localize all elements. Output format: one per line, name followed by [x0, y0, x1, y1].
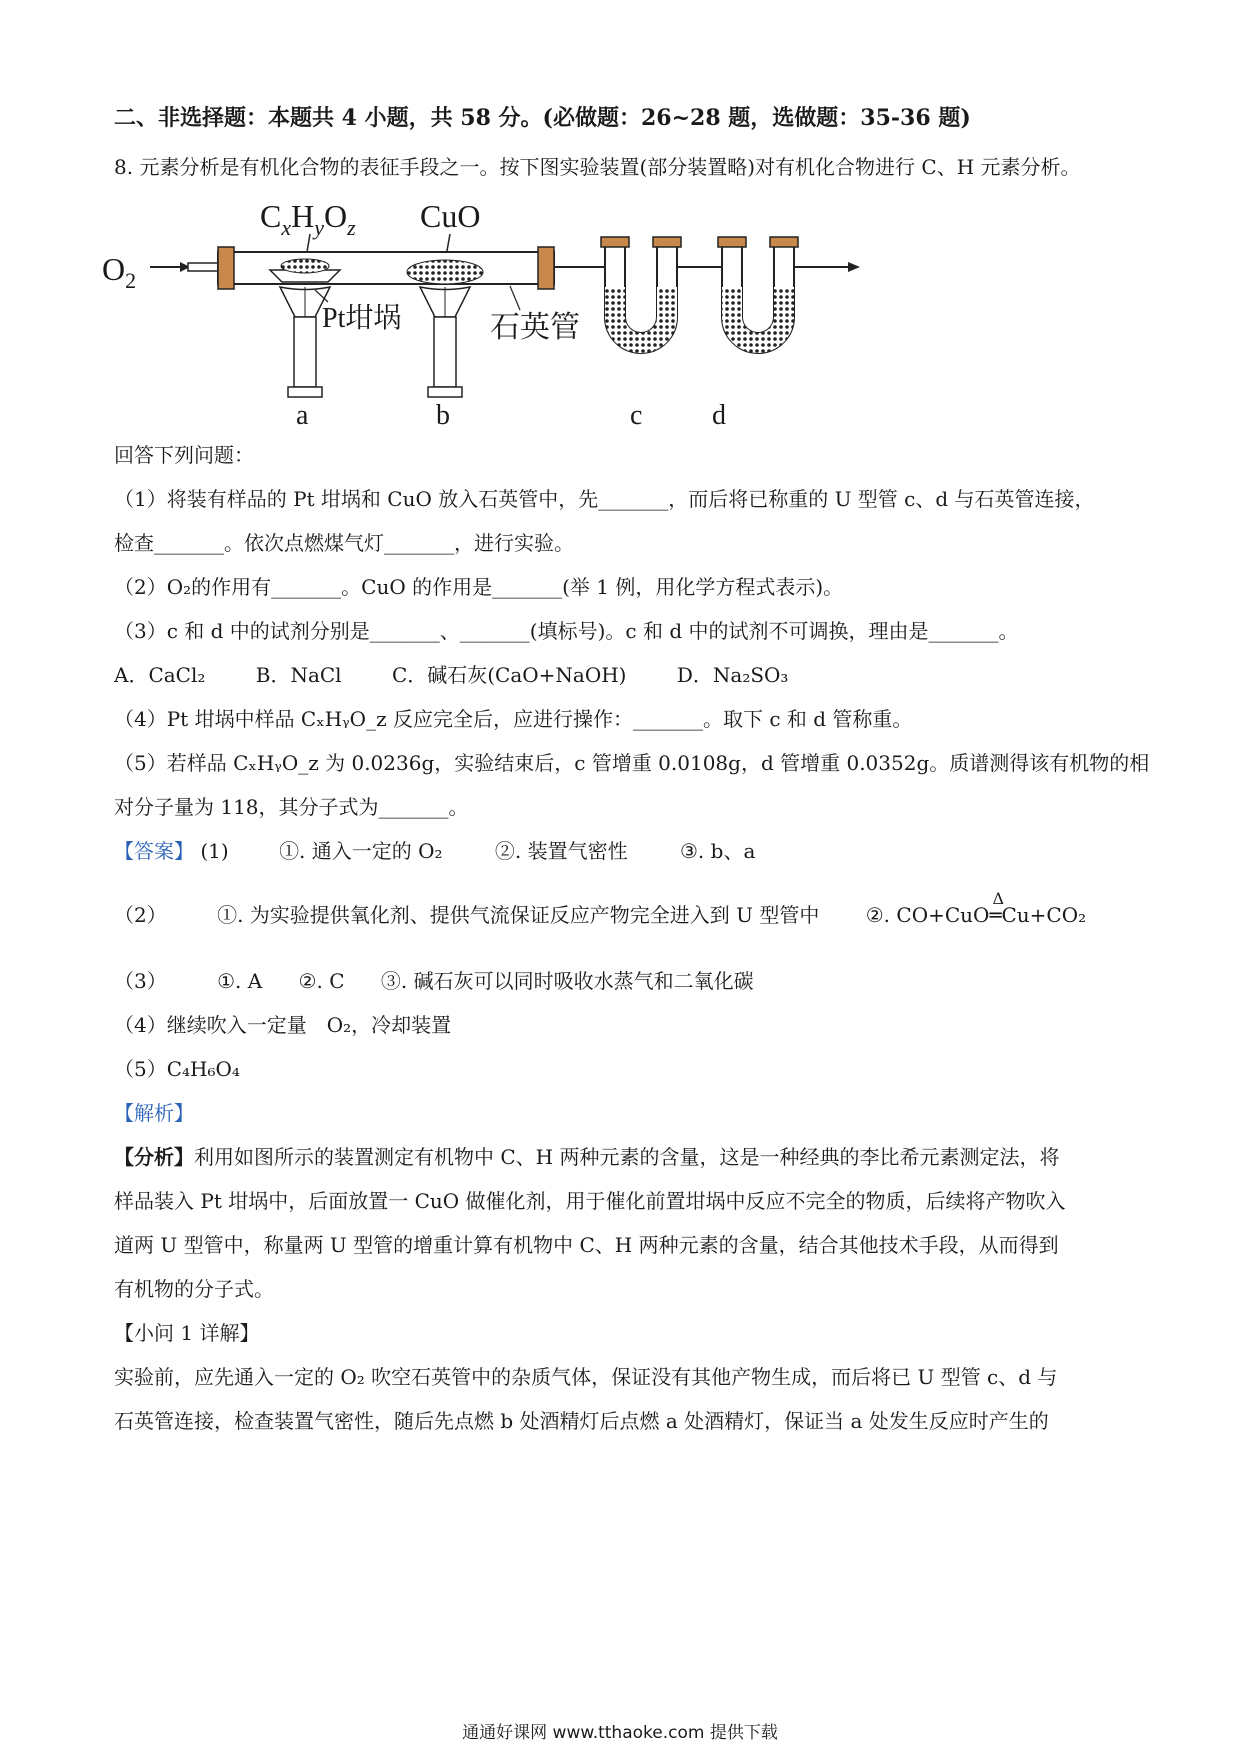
crucible-label: Pt坩埚 [322, 303, 402, 334]
answer-1-row [114, 836, 1130, 866]
analysis-line-3: 道两 U 型管中，称量两 U 型管的增重计算有机物中 C、H 两种元素的含量，结合其他技术手段，从而得到 [114, 1233, 1059, 1257]
option-a: A．CaCl₂ [114, 663, 206, 687]
lamp-b-label: b [436, 400, 450, 431]
question-stem: 8. 元素分析是有机化合物的表征手段之一。按下图实验装置(部分装置略)对有机化合物进行 C、H 元素分析。 [114, 155, 1081, 179]
heating-equals-sign: Δ ═ [989, 900, 1001, 930]
answer-4: （4）继续吹入一定量 O₂，冷却装置 [114, 1013, 452, 1037]
answer-2-item-2-products: Cu+CO₂ [1001, 903, 1087, 927]
answer-3-num: （3） [114, 969, 167, 993]
fenxi-text-1: 利用如图所示的装置测定有机物中 C、H 两种元素的含量，这是一种经典的李比希元素测定法，将 [194, 1145, 1060, 1169]
question-5-line1: （5）若样品 CₓHᵧO_z 为 0.0236g，实验结束后，c 管增重 0.0108g，d 管增重 0.0352g。质谱测得该有机物的相 [114, 751, 1150, 775]
question-5-line2: 对分子量为 118，其分子式为_______。 [114, 795, 469, 819]
sub-question-1-line-1: 实验前，应先通入一定的 O₂ 吹空石英管中的杂质气体，保证没有其他产物生成，而后将已 U 型管 c、d 与 [114, 1365, 1058, 1389]
quartz-tube-label: 石英管 [490, 311, 580, 344]
heating-condition: Δ [992, 889, 1004, 908]
tube-c-label: c [630, 400, 643, 431]
answer-2-row [114, 889, 1130, 930]
answer-2-item-1: ①. 为实验提供氧化剂、提供气流保证反应产物完全进入到 U 型管中 [217, 903, 820, 927]
o2-label: $O_2$ [102, 251, 137, 293]
question-3: （3）c 和 d 中的试剂分别是_______、_______(填标号)。c 和 d 中的试剂不可调换，理由是_______。 [114, 619, 1019, 643]
answer-tag: 【答案】 [114, 839, 194, 863]
question-1-line1: （1）将装有样品的 Pt 坩埚和 CuO 放入石英管中，先_______，而后将已称重的 U 型管 c、d 与石英管连接， [114, 487, 1095, 511]
question-4: （4）Pt 坩埚中样品 CₓHᵧO_z 反应完全后，应进行操作：_______。取下 c 和 d 管称重。 [114, 707, 913, 731]
answer-3-row [114, 966, 1130, 996]
question-2: （2）O₂的作用有_______。CuO 的作用是_______(举 1 例，用化学方程式表示)。 [114, 575, 844, 599]
analysis-tag: 【解析】 [114, 1101, 194, 1125]
apparatus-diagram [100, 192, 1000, 482]
answer-3-item-1: ①. A [217, 969, 263, 993]
answer-1-item-1: ①. 通入一定的 O₂ [279, 839, 443, 863]
answer-3-item-2: ②. C [298, 969, 345, 993]
analysis-line-2: 样品装入 Pt 坩埚中，后面放置一 CuO 做催化剂，用于催化前置坩埚中反应不完全的物质，后续将产物吹入 [114, 1189, 1066, 1213]
analysis-line-1 [114, 1142, 1130, 1172]
tube-d-label: d [712, 400, 726, 431]
answer-1-item-3: ③. b、a [680, 839, 756, 863]
cuo-label: CuO [420, 198, 481, 234]
answer-3-item-3: ③. 碱石灰可以同时吸收水蒸气和二氧化碳 [380, 969, 754, 993]
sub-question-1-tag: 【小问 1 详解】 [114, 1321, 260, 1345]
sample-formula-label: $C_xH_yO_z$ [260, 198, 356, 240]
section-title: 二、非选择题：本题共 4 小题，共 58 分。(必做题：26~28 题，选做题：35-36 题) [114, 105, 971, 131]
fenxi-tag: 【分析】 [114, 1145, 194, 1169]
answer-1-num: (1) [200, 839, 229, 863]
answer-2-item-2: ②. CO+CuO [865, 903, 990, 927]
options-row [114, 660, 1130, 690]
option-c: C．碱石灰(CaO+NaOH) [391, 663, 627, 687]
answer-1-item-2: ②. 装置气密性 [494, 839, 628, 863]
analysis-line-4: 有机物的分子式。 [114, 1277, 274, 1301]
page-footer: 通通好课网 www.tthaoke.com 提供下载 [462, 1723, 778, 1743]
answer-2-num: （2） [114, 903, 167, 927]
option-d: D．Na₂SO₃ [676, 663, 789, 687]
question-1-line2: 检查_______。依次点燃煤气灯_______，进行实验。 [114, 531, 574, 555]
sub-question-1-line-2: 石英管连接，检查装置气密性，随后先点燃 b 处酒精灯后点燃 a 处酒精灯，保证当 a 处发生反应时产生的 [114, 1409, 1049, 1433]
lamp-a-label: a [296, 400, 309, 431]
option-b: B．NaCl [255, 663, 342, 687]
question-prompt: 回答下列问题： [114, 443, 254, 467]
answer-5: （5）C₄H₆O₄ [114, 1057, 240, 1081]
